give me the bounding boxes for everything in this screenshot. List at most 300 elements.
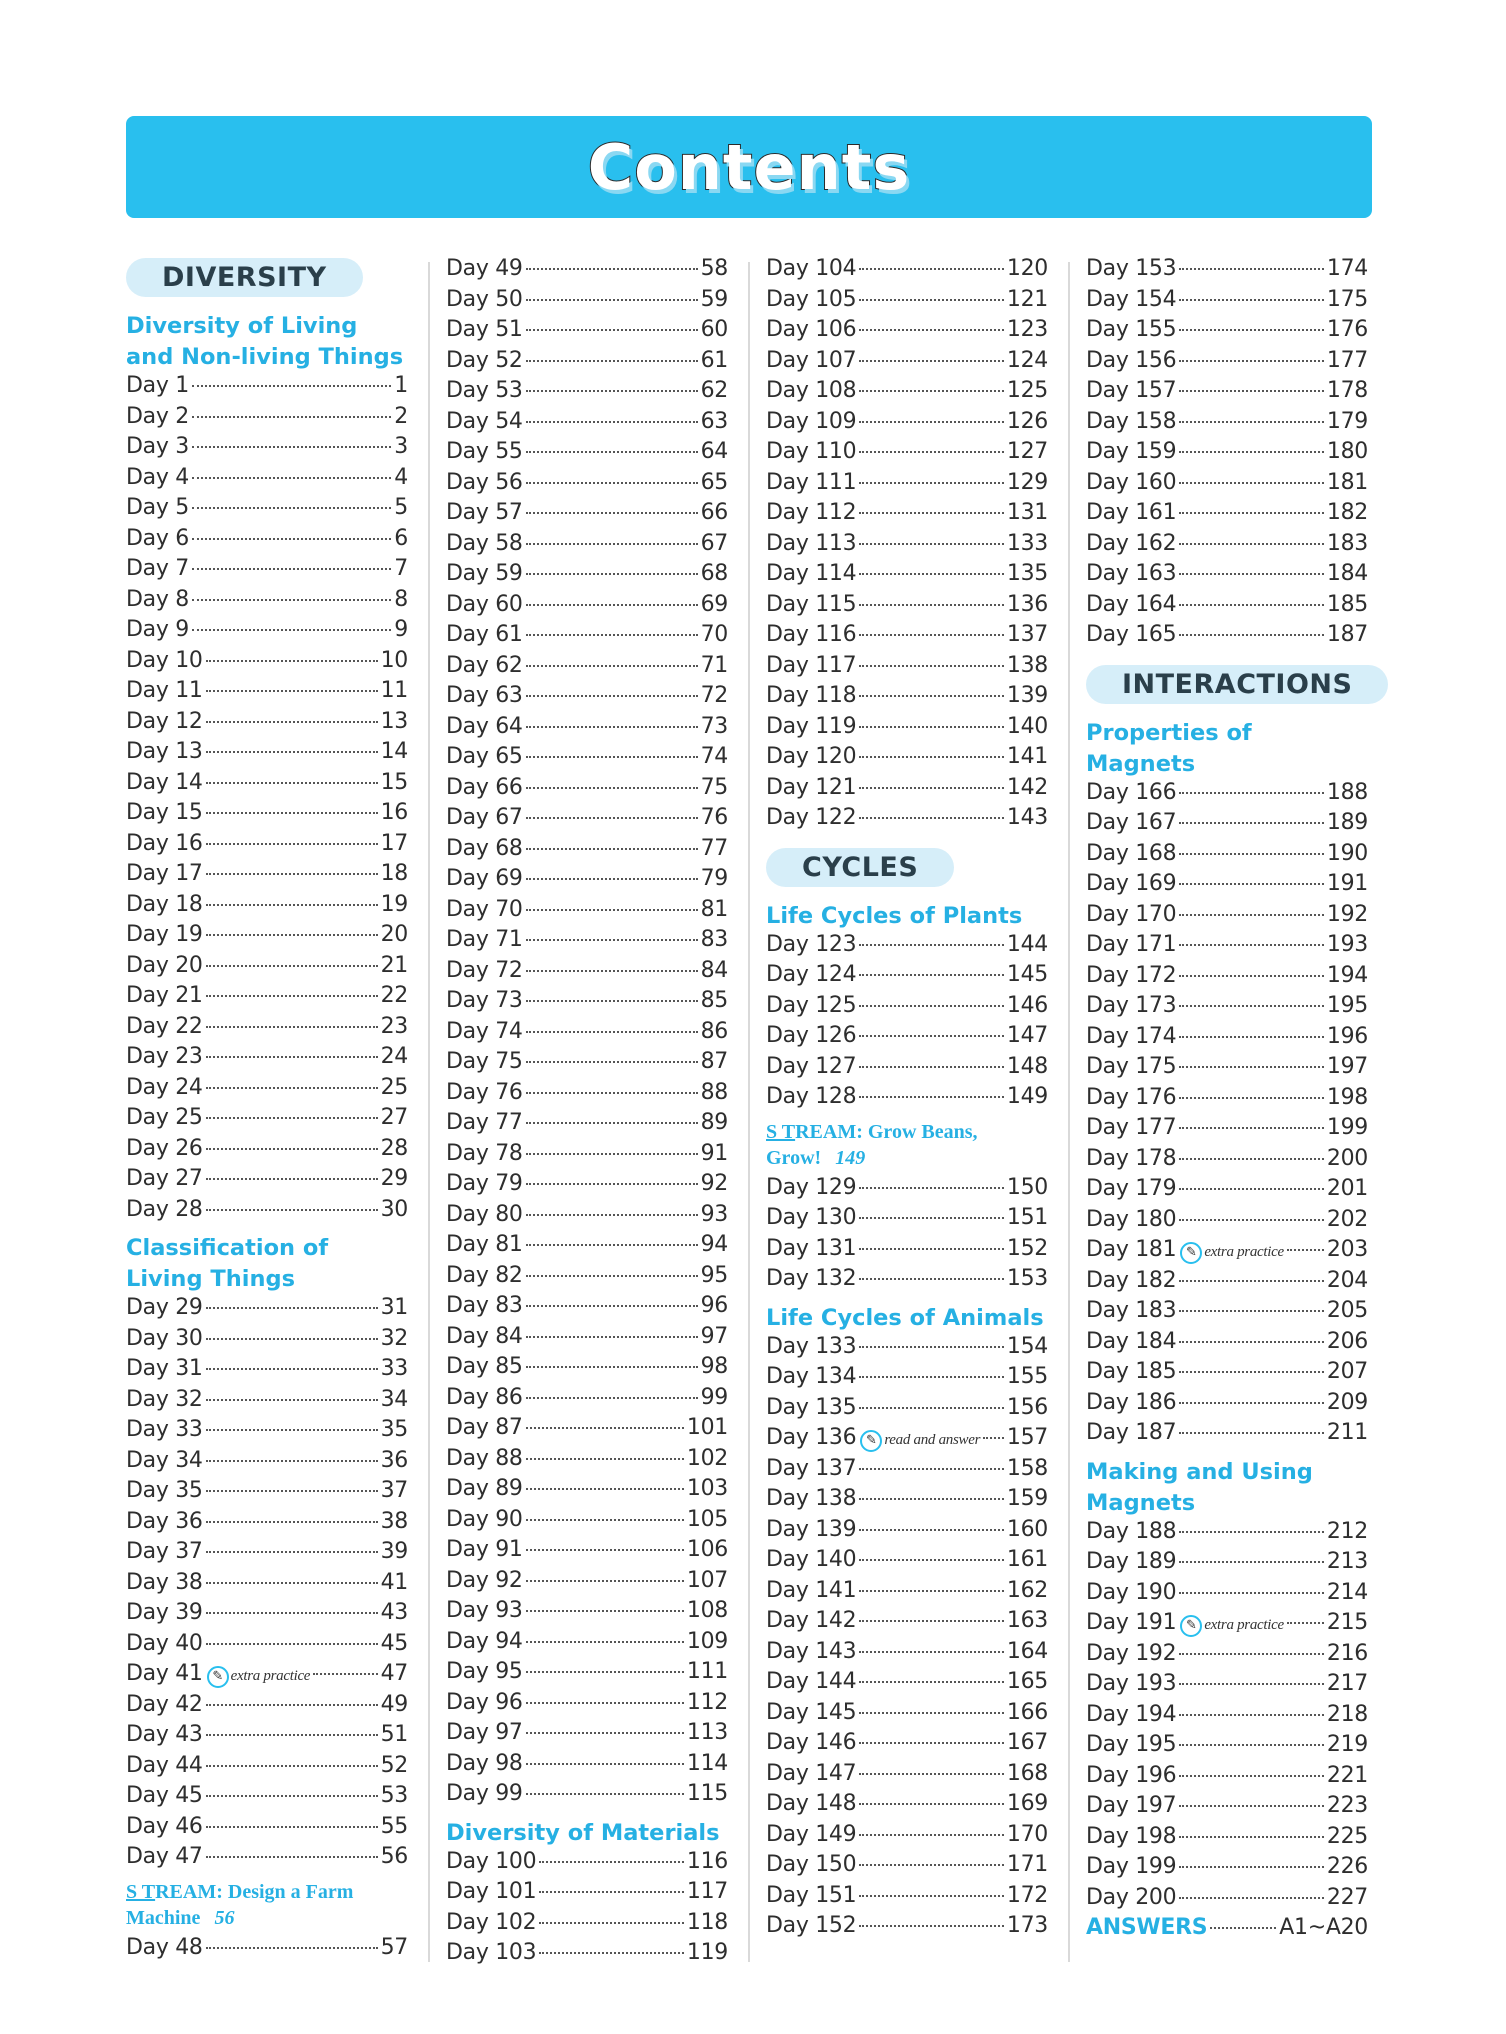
entry-label: Day 48 xyxy=(126,1934,203,1960)
toc-entry[interactable] xyxy=(1086,1854,1368,1885)
toc-entry[interactable] xyxy=(446,1293,728,1324)
toc-entry[interactable] xyxy=(766,1883,1048,1914)
toc-entry[interactable] xyxy=(766,805,1048,836)
toc-entry[interactable] xyxy=(446,744,728,775)
toc-entry[interactable] xyxy=(126,1692,408,1723)
toc-entry[interactable] xyxy=(446,1324,728,1355)
toc-entry[interactable] xyxy=(126,892,408,923)
toc-entry[interactable] xyxy=(766,1517,1048,1548)
toc-entry[interactable] xyxy=(766,1395,1048,1426)
dot-leader xyxy=(206,1178,378,1180)
toc-entry[interactable] xyxy=(1086,561,1368,592)
toc-entry[interactable] xyxy=(126,770,408,801)
toc-entry[interactable] xyxy=(766,775,1048,806)
toc-entry[interactable] xyxy=(446,1629,728,1660)
toc-entry[interactable] xyxy=(446,805,728,836)
entry-label: Day 181 xyxy=(1086,1237,1177,1262)
entry-label: Day 4 xyxy=(126,464,189,490)
toc-entry[interactable] xyxy=(446,1019,728,1050)
entry-label: Day 97 xyxy=(446,1720,523,1745)
toc-entry[interactable] xyxy=(126,1295,408,1326)
toc-entry[interactable] xyxy=(1086,1390,1368,1421)
toc-entry[interactable] xyxy=(766,1266,1048,1297)
toc-entry[interactable] xyxy=(446,1781,728,1812)
entry-label: Day 10 xyxy=(126,647,203,673)
toc-entry[interactable] xyxy=(126,1600,408,1631)
toc-entry[interactable] xyxy=(126,1935,408,1966)
toc-entry[interactable] xyxy=(1086,1237,1368,1268)
toc-entry[interactable] xyxy=(126,1197,408,1228)
page-number: 169 xyxy=(1006,1791,1048,1816)
toc-entry[interactable] xyxy=(766,1913,1048,1944)
dot-leader xyxy=(192,385,391,387)
entry-label: Day 21 xyxy=(126,983,203,1008)
toc-entry[interactable] xyxy=(446,1476,728,1507)
entry-label: Day 189 xyxy=(1086,1549,1177,1574)
toc-entry[interactable] xyxy=(446,1507,728,1538)
toc-entry[interactable] xyxy=(126,1844,408,1875)
toc-entry[interactable] xyxy=(1086,1641,1368,1672)
toc-entry[interactable] xyxy=(446,1446,728,1477)
unit-heading: DIVERSITY xyxy=(126,258,363,297)
toc-entry[interactable] xyxy=(1086,592,1368,623)
dot-leader xyxy=(1179,822,1324,824)
toc-entry[interactable] xyxy=(126,1105,408,1136)
toc-entry[interactable] xyxy=(766,378,1048,409)
toc-entry[interactable] xyxy=(446,683,728,714)
toc-entry[interactable] xyxy=(766,1791,1048,1822)
toc-entry[interactable] xyxy=(446,1110,728,1141)
toc-entry[interactable] xyxy=(126,739,408,770)
toc-entry[interactable] xyxy=(446,1690,728,1721)
page-number: 111 xyxy=(686,1659,728,1684)
toc-entry[interactable] xyxy=(766,348,1048,379)
toc-entry[interactable] xyxy=(766,1425,1048,1456)
toc-entry[interactable] xyxy=(126,1075,408,1106)
toc-entry[interactable] xyxy=(126,556,408,587)
toc-entry[interactable] xyxy=(766,653,1048,684)
page-number: 124 xyxy=(1006,347,1048,373)
page-number: 127 xyxy=(1006,439,1048,464)
toc-entry[interactable] xyxy=(126,648,408,679)
toc-entry[interactable] xyxy=(1086,256,1368,287)
toc-entry[interactable] xyxy=(126,1661,408,1692)
toc-entry[interactable] xyxy=(1086,317,1368,348)
dot-leader xyxy=(526,1458,684,1460)
toc-entry[interactable] xyxy=(766,409,1048,440)
toc-entry[interactable] xyxy=(446,1354,728,1385)
page-number: 131 xyxy=(1006,500,1048,525)
dot-leader xyxy=(859,1035,1004,1037)
page-number: 65 xyxy=(700,469,728,495)
toc-entry[interactable] xyxy=(766,1236,1048,1267)
dot-leader xyxy=(1179,1036,1324,1038)
page-number: 73 xyxy=(700,713,728,739)
entry-label: Day 26 xyxy=(126,1135,203,1161)
toc-entry[interactable] xyxy=(446,287,728,318)
toc-entry[interactable] xyxy=(126,526,408,557)
toc-entry[interactable] xyxy=(446,256,728,287)
toc-entry[interactable] xyxy=(446,1751,728,1782)
entry-label: Day 24 xyxy=(126,1074,203,1100)
toc-entry[interactable] xyxy=(1086,1420,1368,1451)
page-number: 57 xyxy=(380,1934,408,1960)
toc-entry[interactable] xyxy=(126,953,408,984)
dot-leader xyxy=(539,1952,684,1954)
toc-entry[interactable] xyxy=(446,988,728,1019)
toc-entry[interactable] xyxy=(766,1852,1048,1883)
entry-label: Day 75 xyxy=(446,1049,523,1074)
dot-leader xyxy=(539,1891,684,1893)
unit-heading: INTERACTIONS xyxy=(1086,665,1388,704)
toc-entry[interactable] xyxy=(126,1753,408,1784)
toc-entry[interactable] xyxy=(126,587,408,618)
toc-entry[interactable] xyxy=(1086,780,1368,811)
dot-leader xyxy=(206,812,378,814)
entry-label: Day 125 xyxy=(766,992,857,1018)
dot-leader xyxy=(1179,299,1324,301)
entry-label: Day 156 xyxy=(1086,347,1177,373)
toc-entry[interactable] xyxy=(126,1136,408,1167)
toc-entry[interactable] xyxy=(126,1783,408,1814)
page-number: 28 xyxy=(380,1135,408,1161)
entry-label: Day 186 xyxy=(1086,1389,1177,1415)
toc-entry[interactable] xyxy=(766,439,1048,470)
toc-entry[interactable] xyxy=(766,932,1048,963)
toc-entry[interactable] xyxy=(766,1205,1048,1236)
toc-entry[interactable] xyxy=(446,500,728,531)
stream-activity[interactable] xyxy=(766,1119,1048,1171)
entry-label: Day 122 xyxy=(766,805,857,830)
toc-entry[interactable] xyxy=(1086,1207,1368,1238)
entry-label: Day 180 xyxy=(1086,1206,1177,1232)
toc-entry[interactable] xyxy=(766,531,1048,562)
toc-entry[interactable] xyxy=(1086,409,1368,440)
toc-entry[interactable] xyxy=(1086,1268,1368,1299)
dot-leader xyxy=(1179,1836,1324,1838)
toc-entry[interactable] xyxy=(766,1608,1048,1639)
toc-entry[interactable] xyxy=(1086,1085,1368,1116)
toc-entry[interactable] xyxy=(1086,810,1368,841)
toc-entry[interactable] xyxy=(126,1570,408,1601)
toc-entry[interactable] xyxy=(446,1598,728,1629)
toc-entry[interactable] xyxy=(1086,1610,1368,1641)
toc-entry[interactable] xyxy=(126,1509,408,1540)
toc-entry[interactable] xyxy=(126,1166,408,1197)
entry-label: Day 199 xyxy=(1086,1854,1177,1879)
toc-entry[interactable] xyxy=(766,1761,1048,1792)
toc-entry[interactable] xyxy=(126,1631,408,1662)
toc-entry[interactable] xyxy=(126,1014,408,1045)
toc-entry[interactable] xyxy=(766,1084,1048,1115)
entry-label: Day 197 xyxy=(1086,1793,1177,1818)
toc-entry[interactable] xyxy=(766,1700,1048,1731)
toc-entry[interactable] xyxy=(1086,1824,1368,1855)
topic-heading: Diversity of Materials xyxy=(446,1819,720,1846)
toc-entry[interactable] xyxy=(126,617,408,648)
toc-entry[interactable] xyxy=(1086,1580,1368,1611)
toc-entry[interactable] xyxy=(126,983,408,1014)
toc-entry[interactable] xyxy=(1086,902,1368,933)
page-number: 221 xyxy=(1326,1762,1368,1788)
toc-entry[interactable] xyxy=(126,1356,408,1387)
topic-heading: Classification of Living Things xyxy=(126,1235,329,1292)
entry-label: Day 2 xyxy=(126,403,189,429)
toc-entry[interactable] xyxy=(766,1669,1048,1700)
toc-entry[interactable] xyxy=(1086,470,1368,501)
toc-entry[interactable] xyxy=(446,1940,728,1971)
toc-entry[interactable] xyxy=(446,1568,728,1599)
toc-entry[interactable] xyxy=(446,622,728,653)
page-number: 93 xyxy=(700,1201,728,1227)
toc-entry[interactable] xyxy=(766,1364,1048,1395)
toc-entry[interactable] xyxy=(766,962,1048,993)
page-number: 8 xyxy=(394,586,408,612)
page-number: 113 xyxy=(686,1720,728,1745)
page-number: 6 xyxy=(394,525,408,551)
toc-entry[interactable] xyxy=(126,1478,408,1509)
toc-entry[interactable] xyxy=(766,1486,1048,1517)
toc-entry[interactable] xyxy=(766,1456,1048,1487)
toc-entry[interactable] xyxy=(446,531,728,562)
page-number: 45 xyxy=(380,1630,408,1656)
entry-label: Day 105 xyxy=(766,286,857,312)
section-gap xyxy=(766,836,1048,846)
toc-entry[interactable] xyxy=(1086,932,1368,963)
dot-leader xyxy=(206,1947,378,1949)
entry-label: Day 101 xyxy=(446,1879,537,1904)
toc-entry[interactable] xyxy=(446,1659,728,1690)
toc-entry[interactable] xyxy=(126,1044,408,1075)
entry-label: Day 38 xyxy=(126,1569,203,1595)
page-number: 10 xyxy=(380,647,408,673)
toc-entry[interactable] xyxy=(1086,871,1368,902)
toc-entry[interactable] xyxy=(446,1537,728,1568)
toc-entry[interactable] xyxy=(446,1385,728,1416)
toc-entry[interactable] xyxy=(766,1730,1048,1761)
toc-entry[interactable] xyxy=(446,1415,728,1446)
dot-leader xyxy=(859,1773,1004,1775)
page-number: 41 xyxy=(380,1569,408,1595)
entry-label: Day 191 xyxy=(1086,1610,1177,1635)
toc-entry[interactable] xyxy=(446,470,728,501)
toc-entry[interactable] xyxy=(446,1910,728,1941)
toc-entry[interactable] xyxy=(446,439,728,470)
toc-entry[interactable] xyxy=(446,866,728,897)
page-number: 178 xyxy=(1326,378,1368,403)
toc-entry[interactable] xyxy=(446,1049,728,1080)
toc-entry[interactable] xyxy=(766,470,1048,501)
dot-leader xyxy=(859,726,1004,728)
toc-entry[interactable] xyxy=(766,287,1048,318)
toc-entry[interactable] xyxy=(1086,287,1368,318)
toc-entry[interactable] xyxy=(446,348,728,379)
toc-entry[interactable] xyxy=(446,1849,728,1880)
toc-entry[interactable] xyxy=(766,1639,1048,1670)
toc-entry[interactable] xyxy=(126,709,408,740)
dot-leader xyxy=(526,909,698,911)
toc-entry[interactable] xyxy=(446,1879,728,1910)
entry-label: Day 196 xyxy=(1086,1762,1177,1788)
toc-entry[interactable] xyxy=(1086,1519,1368,1550)
toc-entry[interactable] xyxy=(1086,1763,1368,1794)
dot-leader xyxy=(526,299,698,301)
toc-entry[interactable] xyxy=(1086,531,1368,562)
dot-leader xyxy=(1179,1310,1324,1312)
toc-entry[interactable] xyxy=(766,1054,1048,1085)
page-number: 85 xyxy=(700,988,728,1013)
toc-entry[interactable] xyxy=(446,409,728,440)
toc-entry[interactable] xyxy=(766,1334,1048,1365)
page-number: 106 xyxy=(686,1537,728,1562)
toc-entry[interactable] xyxy=(1086,1115,1368,1146)
page-number: 188 xyxy=(1326,779,1368,805)
toc-entry[interactable] xyxy=(446,1202,728,1233)
page-number: 7 xyxy=(394,556,408,581)
toc-entry[interactable] xyxy=(126,1326,408,1357)
toc-entry[interactable] xyxy=(766,744,1048,775)
toc-entry[interactable] xyxy=(1086,1793,1368,1824)
toc-entry[interactable] xyxy=(446,775,728,806)
toc-entry[interactable] xyxy=(446,927,728,958)
toc-entry[interactable] xyxy=(126,404,408,435)
dot-leader xyxy=(526,543,698,545)
dot-leader xyxy=(526,1214,698,1216)
toc-entry[interactable] xyxy=(446,592,728,623)
entry-label: Day 178 xyxy=(1086,1145,1177,1171)
dot-leader xyxy=(859,1742,1004,1744)
entry-label: Day 108 xyxy=(766,378,857,403)
toc-entry[interactable] xyxy=(446,714,728,745)
toc-entry[interactable] xyxy=(1086,1732,1368,1763)
page-number: 76 xyxy=(700,805,728,830)
toc-entry[interactable] xyxy=(126,678,408,709)
toc-entry[interactable] xyxy=(446,836,728,867)
toc-entry[interactable] xyxy=(126,1448,408,1479)
page-number: 119 xyxy=(686,1940,728,1965)
toc-entry[interactable] xyxy=(766,714,1048,745)
toc-entry[interactable] xyxy=(446,1232,728,1263)
page-number: 146 xyxy=(1006,992,1048,1018)
dot-leader xyxy=(206,904,378,906)
toc-entry[interactable] xyxy=(1086,841,1368,872)
toc-entry[interactable] xyxy=(446,1141,728,1172)
dot-leader xyxy=(526,421,698,423)
entry-label: Day 16 xyxy=(126,830,203,856)
toc-entry[interactable] xyxy=(126,465,408,496)
toc-entry[interactable] xyxy=(126,373,408,404)
page-number: 148 xyxy=(1006,1053,1048,1079)
dot-leader xyxy=(983,1437,1004,1439)
toc-entry[interactable] xyxy=(446,1171,728,1202)
entry-label: Day 198 xyxy=(1086,1823,1177,1849)
toc-entry[interactable] xyxy=(1086,1146,1368,1177)
toc-entry[interactable] xyxy=(766,1547,1048,1578)
entry-label: Day 139 xyxy=(766,1516,857,1542)
toc-entry[interactable] xyxy=(126,1722,408,1753)
toc-entry[interactable] xyxy=(766,1175,1048,1206)
toc-entry[interactable] xyxy=(1086,439,1368,470)
toc-entry[interactable] xyxy=(766,317,1048,348)
toc-entry[interactable] xyxy=(126,800,408,831)
entry-label: Day 185 xyxy=(1086,1359,1177,1384)
page-number: 140 xyxy=(1006,713,1048,739)
toc-entry[interactable] xyxy=(126,831,408,862)
toc-entry[interactable] xyxy=(446,1080,728,1111)
toc-entry[interactable] xyxy=(1086,1054,1368,1085)
page-number: 60 xyxy=(700,317,728,342)
toc-entry[interactable] xyxy=(766,1578,1048,1609)
toc-entry[interactable] xyxy=(766,500,1048,531)
toc-entry[interactable] xyxy=(446,653,728,684)
toc-entry[interactable] xyxy=(1086,378,1368,409)
toc-entry[interactable] xyxy=(126,434,408,465)
toc-entry[interactable] xyxy=(446,958,728,989)
toc-entry[interactable] xyxy=(1086,993,1368,1024)
toc-entry[interactable] xyxy=(1086,963,1368,994)
toc-entry[interactable] xyxy=(1086,1298,1368,1329)
topic-heading: Diversity of Living and Non-living Things xyxy=(126,313,404,370)
toc-entry[interactable] xyxy=(1086,1176,1368,1207)
toc-entry[interactable] xyxy=(446,1720,728,1751)
toc-entry[interactable] xyxy=(1086,1671,1368,1702)
toc-entry[interactable] xyxy=(126,1539,408,1570)
toc-entry[interactable] xyxy=(126,1814,408,1845)
toc-entry[interactable] xyxy=(766,993,1048,1024)
toc-entry[interactable] xyxy=(126,1387,408,1418)
toc-entry[interactable] xyxy=(446,897,728,928)
dot-leader xyxy=(1179,792,1324,794)
activity-note-text: extra practice xyxy=(230,1668,311,1684)
dot-leader xyxy=(526,1702,684,1704)
toc-entry[interactable] xyxy=(446,561,728,592)
toc-entry[interactable] xyxy=(126,495,408,526)
toc-entry[interactable] xyxy=(126,922,408,953)
toc-entry[interactable] xyxy=(1086,348,1368,379)
toc-entry[interactable] xyxy=(1086,1359,1368,1390)
page-number: 35 xyxy=(380,1417,408,1442)
stream-activity[interactable] xyxy=(126,1879,408,1931)
entry-label: Day 89 xyxy=(446,1476,523,1501)
toc-entry[interactable] xyxy=(766,1023,1048,1054)
toc-entry[interactable] xyxy=(1086,1702,1368,1733)
toc-entry[interactable] xyxy=(766,1822,1048,1853)
toc-entry[interactable] xyxy=(1086,1549,1368,1580)
toc-entry[interactable] xyxy=(766,683,1048,714)
toc-entry[interactable] xyxy=(766,592,1048,623)
toc-entry[interactable] xyxy=(446,378,728,409)
toc-entry[interactable] xyxy=(1086,1024,1368,1055)
toc-entry[interactable] xyxy=(1086,1885,1368,1916)
toc-entry[interactable] xyxy=(1086,500,1368,531)
toc-entry[interactable] xyxy=(446,1263,728,1294)
dot-leader xyxy=(1179,1432,1324,1434)
answers-entry[interactable] xyxy=(1086,1915,1368,1946)
entry-label: Day 161 xyxy=(1086,500,1177,525)
toc-entry[interactable] xyxy=(446,317,728,348)
toc-entry[interactable] xyxy=(766,622,1048,653)
entry-label: Day 33 xyxy=(126,1417,203,1442)
dot-leader xyxy=(526,1153,698,1155)
toc-entry[interactable] xyxy=(766,256,1048,287)
toc-entry[interactable] xyxy=(1086,1329,1368,1360)
toc-entry[interactable] xyxy=(126,861,408,892)
toc-entry[interactable] xyxy=(1086,622,1368,653)
toc-entry[interactable] xyxy=(766,561,1048,592)
dot-leader xyxy=(526,1763,684,1765)
toc-entry[interactable] xyxy=(126,1417,408,1448)
entry-label: Day 136 xyxy=(766,1425,857,1450)
